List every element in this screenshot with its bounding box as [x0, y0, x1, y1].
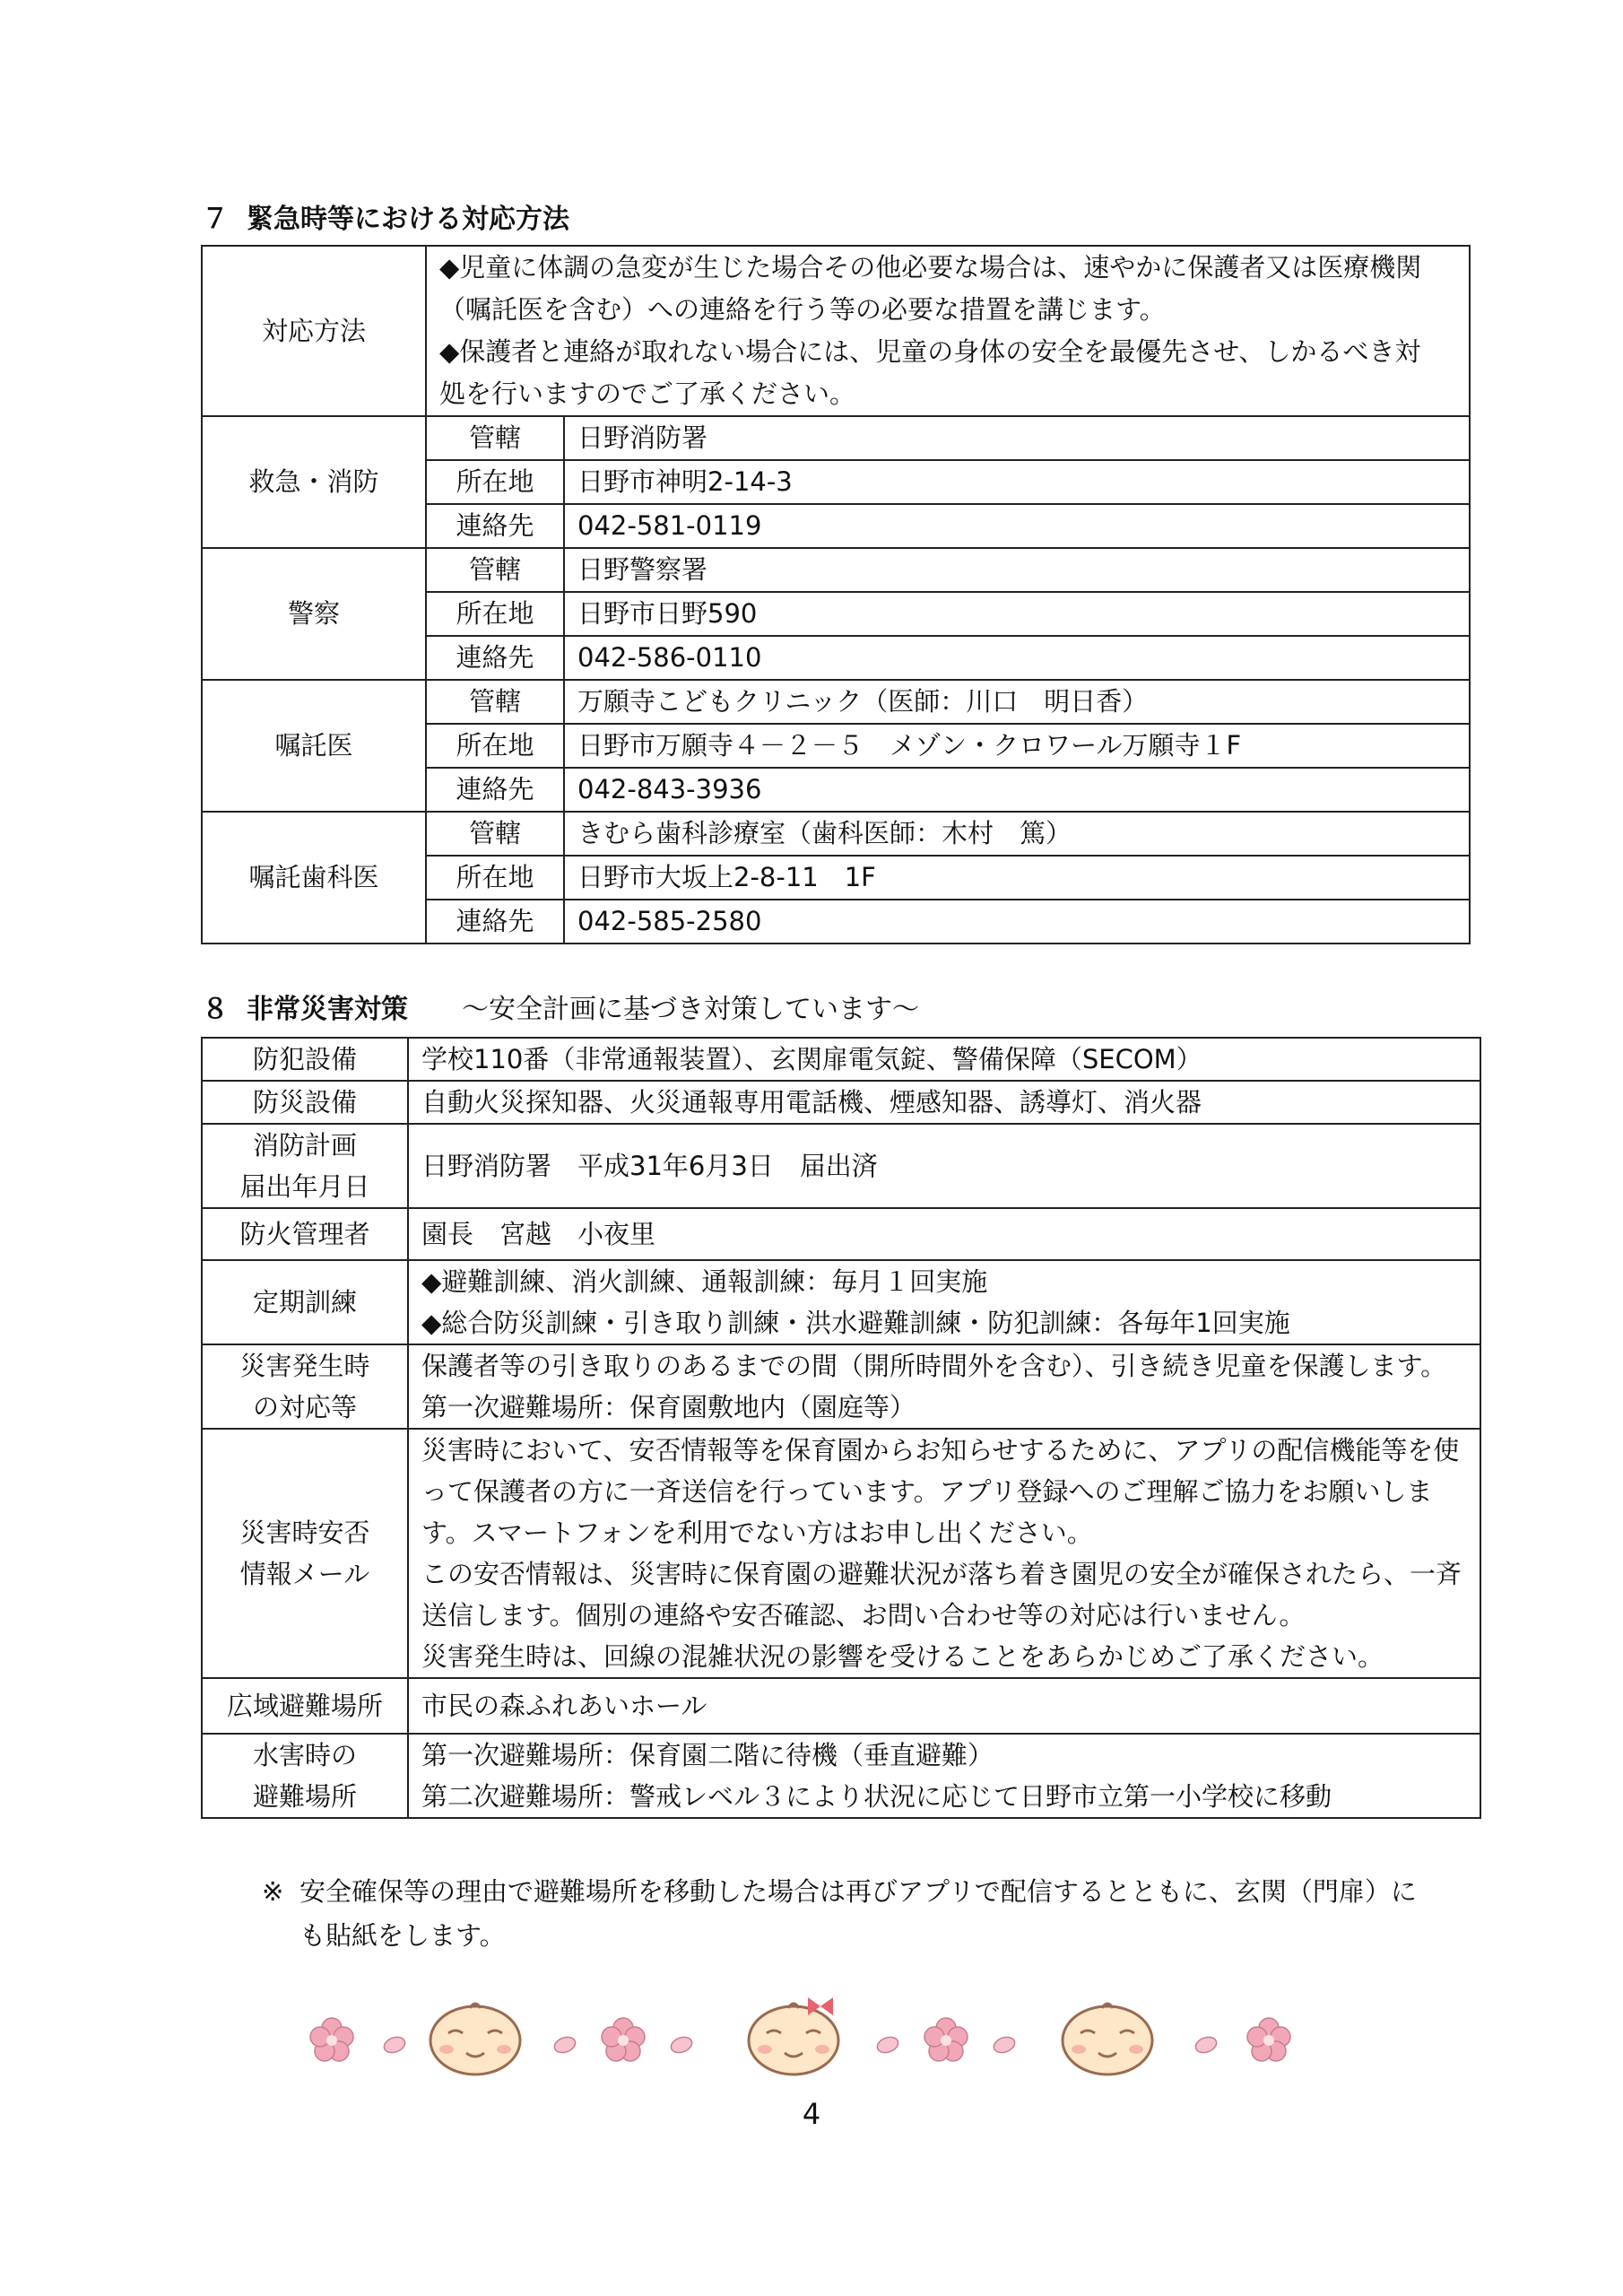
contact-key: 所在地 [426, 724, 564, 768]
measure-row [202, 1734, 1480, 1818]
baby-face-icon [430, 2004, 520, 2074]
measure-row [202, 1429, 1480, 1678]
measure-line: 市民の森ふれあいホール [421, 1691, 707, 1721]
contact-key: 所在地 [426, 460, 564, 504]
contact-value: 日野市大坂上2-8-11 1F [564, 856, 1470, 900]
section8-number: ８ [202, 994, 229, 1025]
measure-label-line: の対応等 [252, 1392, 357, 1422]
baby-face-icon [749, 2004, 838, 2074]
measure-content [408, 1678, 1480, 1734]
flower-icon [310, 2018, 353, 2061]
measure-label-line: 定期訓練 [252, 1287, 357, 1318]
petal-icon [992, 2034, 1017, 2055]
measure-content [408, 1344, 1480, 1429]
measure-label-line: 広域避難場所 [226, 1691, 383, 1721]
contact-row [202, 812, 1470, 856]
decorative-border [305, 1996, 1318, 2085]
measure-row [202, 1038, 1480, 1081]
measure-line: 災害時において、安否情報等を保育園からお知らせするために、アプリの配信機能等を使 [421, 1435, 1460, 1465]
contact-group-label: 嘱託歯科医 [202, 812, 426, 944]
flower-icon [924, 2018, 968, 2061]
method-line: ◆児童に体調の急変が生じた場合その他必要な場合は、速やかに保護者又は医療機関 [439, 252, 1422, 283]
note-text-2: も貼紙をします。 [299, 1920, 506, 1951]
measure-label-line: 防災設備 [252, 1087, 357, 1118]
measure-line: 自動火災探知器、火災通報専用電話機、煙感知器、誘導灯、消火器 [421, 1087, 1202, 1118]
petal-icon [1193, 2034, 1219, 2055]
petal-icon [669, 2034, 694, 2055]
contact-key: 連絡先 [426, 504, 564, 548]
measure-line: 災害発生時は、回線の混雑状況の影響を受けることをあらかじめご了承ください。 [421, 1641, 1384, 1672]
petal-icon [552, 2034, 577, 2055]
measure-label [202, 1344, 408, 1429]
measure-label [202, 1038, 408, 1081]
contact-key: 連絡先 [426, 768, 564, 812]
section7-heading [202, 202, 569, 238]
measure-line: 第二次避難場所：警戒レベル３により状況に応じて日野市立第一小学校に移動 [421, 1781, 1332, 1812]
contact-value: 万願寺こどもクリニック（医師：川口 明日香） [564, 680, 1470, 724]
measure-line: この安否情報は、災害時に保育園の避難状況が落ち着き園児の安全が確保されたら、一斉 [421, 1559, 1462, 1589]
measure-line: 保護者等の引き取りのあるまでの間（開所時間外を含む）、引き続き児童を保護します。 [421, 1351, 1447, 1381]
measure-row [202, 1208, 1480, 1260]
measure-label [202, 1429, 408, 1678]
measure-content [408, 1081, 1480, 1124]
measure-line: す。スマートフォンを利用でない方はお申し出ください。 [421, 1518, 1093, 1548]
section8-subtitle: ～安全計画に基づき対策しています～ [462, 994, 919, 1025]
measure-label [202, 1081, 408, 1124]
contact-group-label: 嘱託医 [202, 680, 426, 812]
measure-content [408, 1260, 1480, 1344]
measure-row [202, 1260, 1480, 1344]
measure-label [202, 1678, 408, 1734]
measure-label [202, 1208, 408, 1260]
contact-row [202, 548, 1470, 592]
contact-key: 所在地 [426, 856, 564, 900]
section7-title: 緊急時等における対応方法 [247, 204, 569, 235]
contact-group-label: 警察 [202, 548, 426, 680]
measure-label [202, 1734, 408, 1818]
page-number: 4 [802, 2097, 821, 2131]
measure-row [202, 1344, 1480, 1429]
measure-label-line: 避難場所 [252, 1781, 357, 1812]
baby-face-icon [1063, 2004, 1152, 2074]
measure-content [408, 1124, 1480, 1208]
evacuation-note [262, 1870, 1454, 1958]
contact-value: 日野市神明2-14-3 [564, 460, 1470, 504]
contact-value: 042-581-0119 [564, 504, 1470, 548]
measure-label [202, 1260, 408, 1344]
method-line: （嘱託医を含む）への連絡を行う等の必要な措置を講じます。 [439, 294, 1166, 325]
contact-value: 日野警察署 [564, 548, 1470, 592]
flower-icon [1247, 2018, 1290, 2061]
contact-value: 042-586-0110 [564, 636, 1470, 680]
measure-label-line: 災害発生時 [239, 1351, 370, 1381]
contact-value: 日野市日野590 [564, 592, 1470, 636]
measure-label [202, 1124, 408, 1208]
note-mark: ※ [262, 1876, 284, 1907]
contact-value: 042-585-2580 [564, 900, 1470, 944]
measure-line: ◆避難訓練、消火訓練、通報訓練：毎月１回実施 [421, 1266, 988, 1297]
emergency-contact-table [201, 245, 1471, 944]
petal-icon [875, 2034, 900, 2055]
contact-group-label: 救急・消防 [202, 416, 426, 548]
measure-line: って保護者の方に一斉送信を行っています。アプリ登録へのご理解ご協力をお願いしま [421, 1476, 1433, 1507]
measure-label-line: 災害時安否 [239, 1518, 370, 1548]
note-line-1 [262, 1876, 1417, 1907]
measure-line: 学校110番（非常通報装置）、玄関扉電気錠、警備保障（SECOM） [421, 1044, 1202, 1074]
flower-icon [602, 2018, 645, 2061]
measure-label-line: 防火管理者 [239, 1219, 370, 1249]
contact-value: 日野市万願寺４－２－５ メゾン・クロワール万願寺１F [564, 724, 1470, 768]
measure-label-line: 消防計画 [252, 1130, 357, 1161]
contact-key: 管轄 [426, 416, 564, 460]
section7-number: ７ [202, 204, 229, 235]
measure-row [202, 1124, 1480, 1208]
contact-key: 連絡先 [426, 636, 564, 680]
measure-row [202, 1081, 1480, 1124]
contact-key: 管轄 [426, 680, 564, 724]
petal-icon [382, 2034, 407, 2055]
measure-label-line: 水害時の [252, 1740, 357, 1770]
measure-content [408, 1208, 1480, 1260]
measure-line: 園長 宮越 小夜里 [421, 1219, 656, 1249]
section8-heading [202, 992, 919, 1028]
contact-value: 日野消防署 [564, 416, 1470, 460]
measure-line: 日野消防署 平成31年6月3日 届出済 [421, 1151, 878, 1181]
method-row [202, 246, 1470, 416]
contact-value: きむら歯科診療室（歯科医師：木村 篤） [564, 812, 1470, 856]
measure-content [408, 1429, 1480, 1678]
contact-key: 所在地 [426, 592, 564, 636]
measure-label-line: 情報メール [239, 1559, 370, 1589]
contact-key: 管轄 [426, 548, 564, 592]
contact-key: 管轄 [426, 812, 564, 856]
contact-row [202, 416, 1470, 460]
disaster-measures-table [201, 1037, 1481, 1819]
measure-line: 送信します。個別の連絡や安否確認、お問い合わせ等の対応は行いません。 [421, 1600, 1306, 1631]
section8-title: 非常災害対策 [247, 994, 408, 1025]
contact-key: 連絡先 [426, 900, 564, 944]
measure-line: 第一次避難場所：保育園敷地内（園庭等） [421, 1392, 916, 1422]
measure-row [202, 1678, 1480, 1734]
measure-label-line: 防犯設備 [252, 1044, 357, 1074]
note-text-1: 安全確保等の理由で避難場所を移動した場合は再びアプリで配信するとともに、玄関（門扉）に [299, 1876, 1417, 1907]
contact-value: 042-843-3936 [564, 768, 1470, 812]
contact-row [202, 680, 1470, 724]
measure-content [408, 1038, 1480, 1081]
measure-content [408, 1734, 1480, 1818]
measure-label-line: 届出年月日 [239, 1171, 370, 1202]
method-label: 対応方法 [202, 246, 426, 416]
method-line: ◆保護者と連絡が取れない場合には、児童の身体の安全を最優先させ、しかるべき対 [439, 336, 1421, 367]
method-content [426, 246, 1470, 416]
measure-line: ◆総合防災訓練・引き取り訓練・洪水避難訓練・防犯訓練：各毎年1回実施 [421, 1308, 1290, 1338]
measure-line: 第一次避難場所：保育園二階に待機（垂直避難） [421, 1740, 994, 1770]
method-line: 処を行いますのでご了承ください。 [439, 378, 856, 409]
